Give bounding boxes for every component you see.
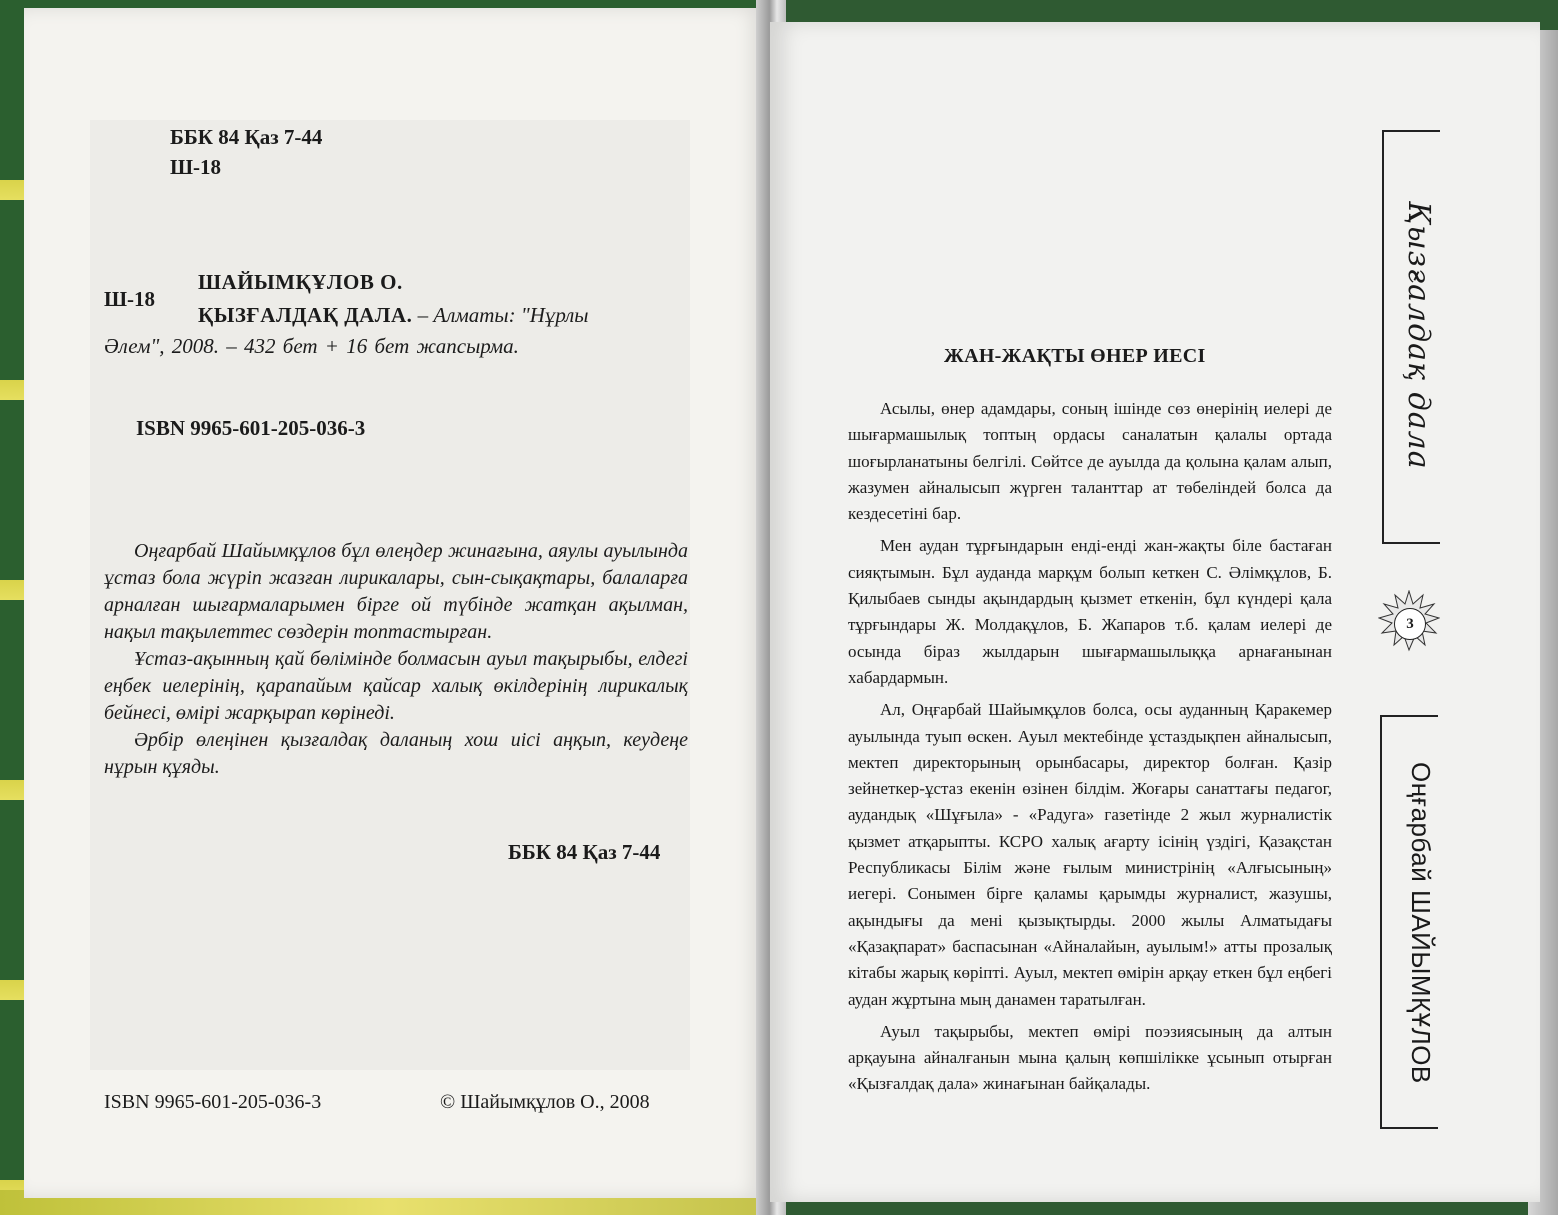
publication-details: Әлем", 2008. – 432 бет + 16 бет жапсырма. — [104, 334, 519, 358]
class-code: Ш-18 — [104, 287, 156, 311]
running-title: Қызғалдақ дала — [1401, 200, 1436, 470]
book-title-line — [198, 303, 588, 328]
isbn-middle: ISBN 9965-601-205-036-3 — [136, 416, 366, 440]
isbn-bottom: ISBN 9965-601-205-036-3 — [104, 1091, 322, 1113]
body-paragraph: Мен аудан тұрғындарын енді-енді жан-жақты біле бастаған сияқтымын. Бұл ауданда марқұм болып кеткен С. Әлімқұлов, Б. Қилыбаев сынды ақындардың қызмет еткенін, бұл күндері қала тұрғындары Ж. Молдақұлов, Б. Жапаров т.б. қалам иелері де осында біраз жылдарын шығармашылыққа арнағанынан хабардармын. — [848, 536, 1332, 687]
page-number: 3 — [1394, 608, 1426, 640]
annotation-paragraph: Оңғарбай Шайымқұлов бұл өлеңдер жинағына, аяулы ауылында ұстаз бола жүріп жазған лирикалары, сын-сықақтары, балаларға арналған шығармаларымен бірге ой түбінде жатқан ақылман, нақыл тақылеттес сөздерін топтастырған. — [104, 540, 688, 643]
body-paragraph: Ауыл тақырыбы, мектеп өмірі поэзиясының да алтын арқауына айналғанын мына қалың көпшілікке ұсынып отырған «Қызғалдақ дала» жинағынан байқалады. — [848, 1021, 1332, 1094]
body-paragraph: Ал, Оңғарбай Шайымқұлов болса, осы ауданның Қаракемер ауылында туып өскен. Ауыл мектебінде ұстаздықпен айналысып, мектеп директорының орынбасары, директор болған. Қазір зейнеткер-ұстаз екенін өзінен білдім. Жоғары санаттағы педагог, аудандық «Шұғыла» - «Радуга» газетінде 2 жыл журналистік қызмет атқарыпты. КСРО халық ағарту ісінің үздігі, Қазақстан Республикасы Білім және ғылым министрінің «Алғысының» иегері. Сонымен бірге қаламы қарымды журналист, жазушы, ақындығы да мені қызықтырды. 2000 жылы Алматыдағы «Қазақпарат» баспасынан «Айналайын, ауылым!» атты прозалық кітабы жарық көріпті. Ауыл, мектеп өмірін арқау еткен бұл еңбегі аудан жұртына мың данамен таратылған. — [848, 700, 1332, 1009]
bbk-code-bottom: ББК 84 Қаз 7-44 — [508, 840, 661, 864]
bbk-code-top — [170, 122, 322, 182]
copyright-notice: © Шайымқұлов О., 2008 — [440, 1091, 650, 1113]
annotation-paragraph: Ұстаз-ақынның қай бөлімінде болмасын ауыл тақырыбы, елдегі еңбек иелерінің, қарапайым қайсар халық өкілдерінің лирикалық бейнесі, өмірі жарқырап көрінеді. — [104, 648, 688, 724]
author-name: ШАЙЫМҚҰЛОВ О. — [198, 270, 403, 294]
chapter-heading: ЖАН-ЖАҚТЫ ӨНЕР ИЕСІ — [944, 345, 1206, 367]
article-body — [848, 396, 1332, 1104]
bbk-top-line: ББК 84 Қаз 7-44 — [170, 125, 323, 149]
annotation-paragraph: Әрбір өлеңінен қызғалдақ даланың хош иісі аңқып, кеудеңе нұрын құяды. — [104, 729, 688, 778]
annotation — [104, 538, 688, 781]
code-top-line: Ш-18 — [170, 155, 222, 179]
publisher-part: – Алматы: "Нұрлы — [412, 303, 589, 327]
body-paragraph: Асылы, өнер адамдары, соның ішінде сөз өнерінің иелері де шығармашылық топтың ордасы саналатын қалалы ортада шоғырланатыны белгілі. Сөйтсе де ауылда да қолына қалам алып, жазумен айналысып жүрген таланттар ат төбеліндей болса да кездесетіні бар. — [848, 399, 1332, 524]
running-author: Оңғарбай ШАЙЫМҚҰЛОВ — [1406, 761, 1436, 1084]
book-title: ҚЫЗҒАЛДАҚ ДАЛА. — [198, 303, 413, 327]
